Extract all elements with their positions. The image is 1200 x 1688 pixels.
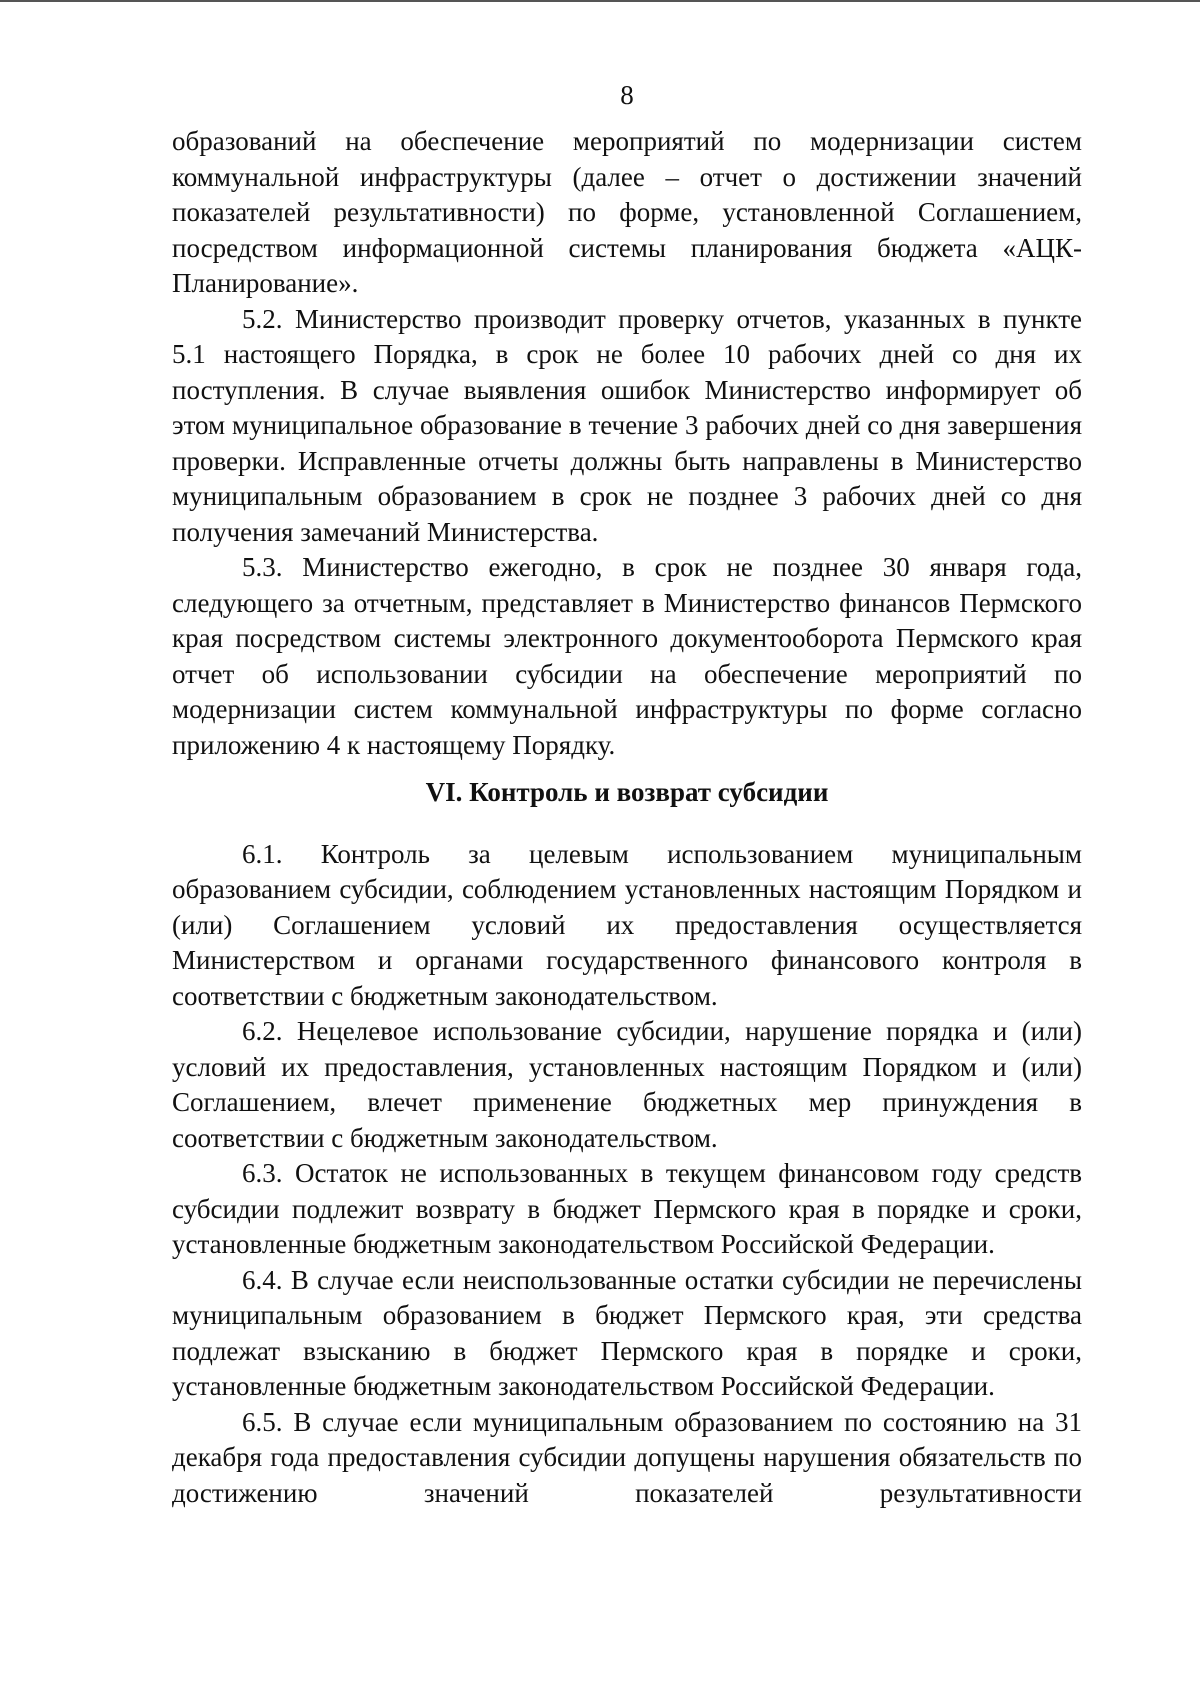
section-heading-vi: VI. Контроль и возврат субсидии — [425, 777, 829, 807]
paragraph-6-2: 6.2. Нецелевое использование субсидии, нарушение порядка и (или) условий их предоставления, установленных настоящим Порядком и (или) Соглашением, влечет применение бюджетных мер принуждения в соответствии с бюджетным законодательством. — [172, 1016, 1082, 1153]
paragraph-5-1-continuation: образований на обеспечение мероприятий по модернизации систем коммунальной инфраструктуры (далее – отчет о достижении значений показателей результативности) по форме, установленной Соглашением, посредством информационной системы планирования бюджета «АЦК-Планирование». — [172, 126, 1082, 298]
paragraph-6-3: 6.3. Остаток не использованных в текущем финансовом году средств субсидии подлежит возврату в бюджет Пермского края в порядке и сроки, установленные бюджетным законодательством Российской Федерации. — [172, 1158, 1082, 1259]
page-number: 8 — [620, 80, 634, 110]
paragraph-5-2: 5.2. Министерство производит проверку отчетов, указанных в пункте 5.1 настоящего Порядка, в срок не более 10 рабочих дней со дня их поступления. В случае выявления ошибок Министерство информирует об этом муниципальное образование в течение 3 рабочих дней со дня завершения проверки. Исправленные отчеты должны быть направлены в Министерство муниципальным образованием в срок не позднее 3 рабочих дней со дня получения замечаний Министерства. — [172, 303, 1082, 547]
paragraph-5-3: 5.3. Министерство ежегодно, в срок не позднее 30 января года, следующего за отчетным, представляет в Министерство финансов Пермского края посредством системы электронного документооборота Пермского края отчет об использовании субсидии на обеспечение мероприятий по модернизации систем коммунальной инфраструктуры по форме согласно приложению 4 к настоящему Порядку. — [172, 552, 1082, 760]
paragraph-6-5: 6.5. В случае если муниципальным образованием по состоянию на 31 декабря года предоставления субсидии допущены нарушения обязательств по достижению значений показателей результативности — [172, 1406, 1082, 1508]
scan-top-edge — [0, 0, 1200, 2]
document-body — [172, 124, 1082, 1511]
paragraph-6-1: 6.1. Контроль за целевым использованием муниципальным образованием субсидии, соблюдением установленных настоящим Порядком и (или) Соглашением условий их предоставления осуществляется Министерством и органами государственного финансового контроля в соответствии с бюджетным законодательством. — [172, 838, 1082, 1011]
paragraph-6-4: 6.4. В случае если неиспользованные остатки субсидии не перечислены муниципальным образованием в бюджет Пермского края, эти средства подлежат взысканию в бюджет Пермского края в порядке и сроки, установленные бюджетным законодательством Российской Федерации. — [172, 1264, 1082, 1401]
